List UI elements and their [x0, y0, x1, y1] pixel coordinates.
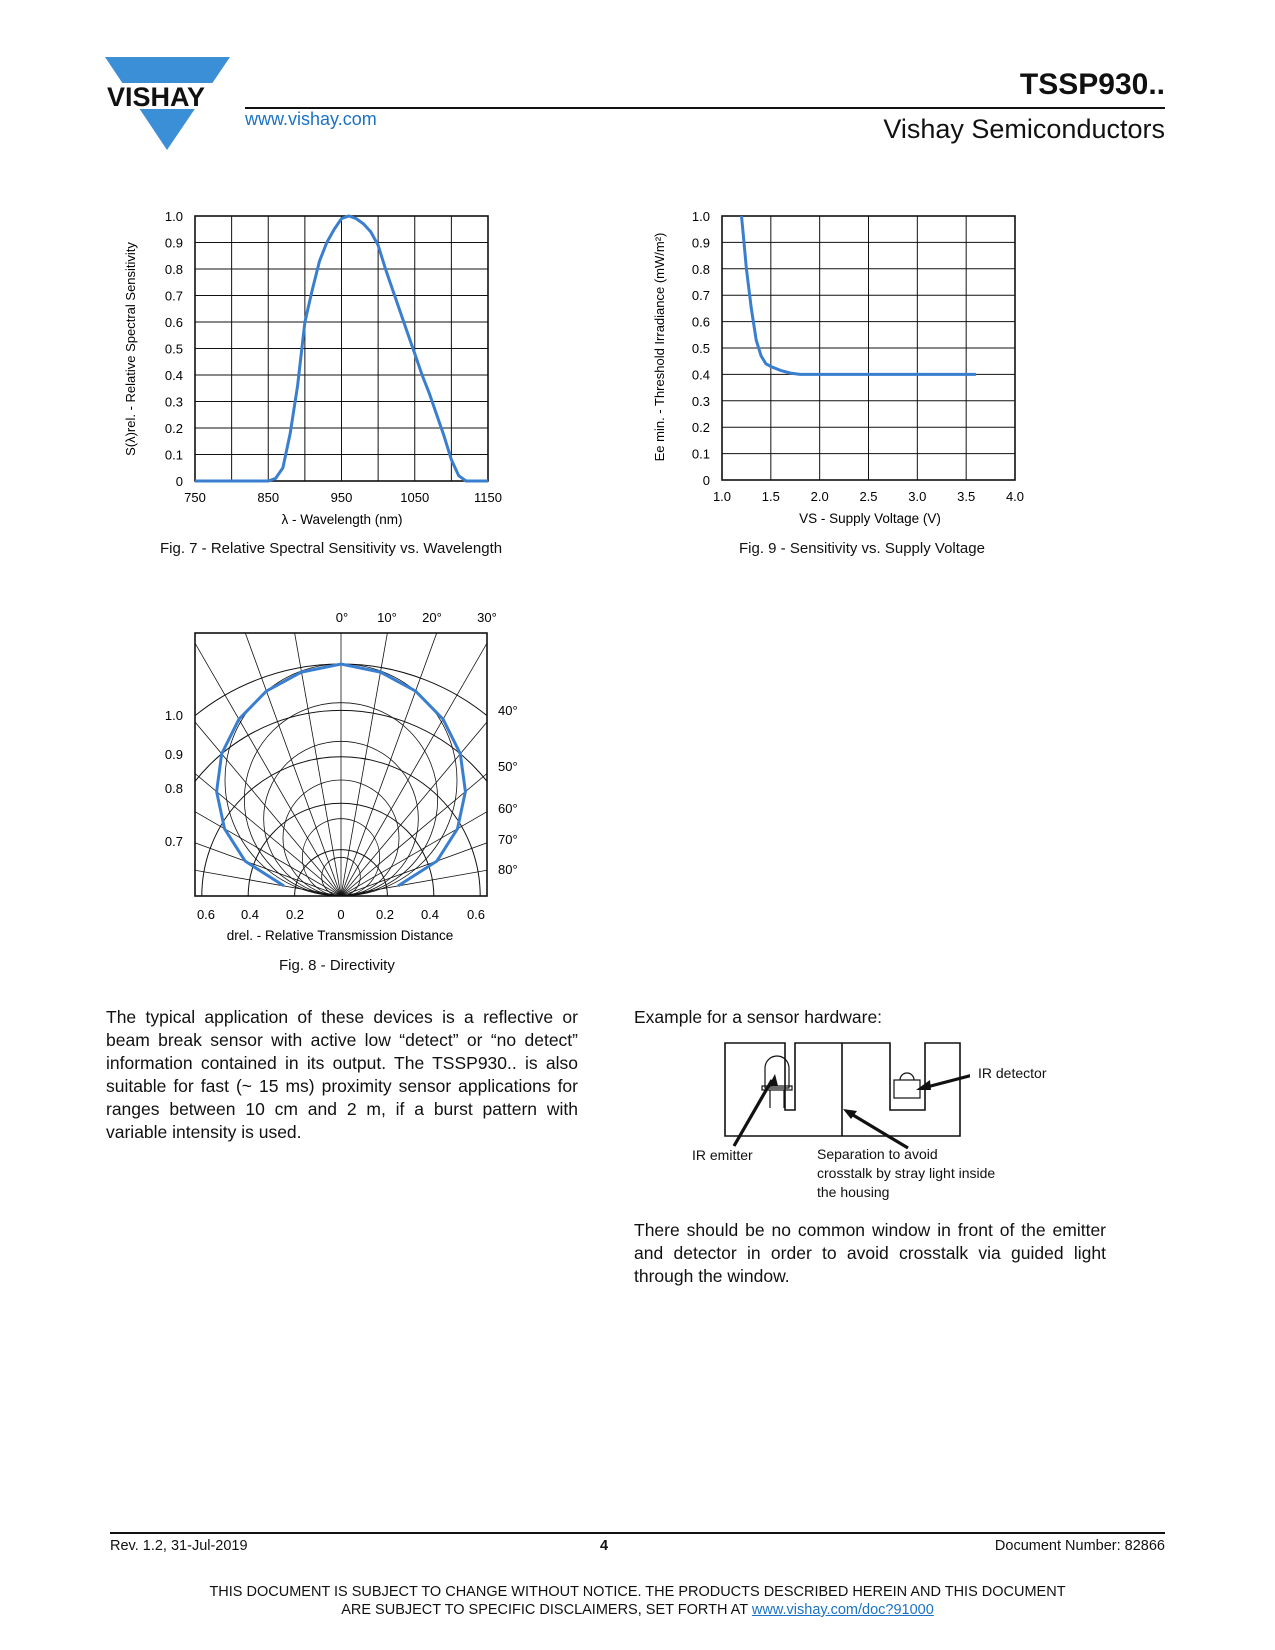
fig8-angle-label: 40°: [498, 703, 518, 718]
fig9-caption: Fig. 9 - Sensitivity vs. Supply Voltage: [739, 540, 985, 557]
disclaimer: THIS DOCUMENT IS SUBJECT TO CHANGE WITHOUT NOTICE. THE PRODUCTS DESCRIBED HEREIN AND THIS DOCUMENT ARE SUBJECT TO SPECIFIC DISCLAIMERS, SET FORTH AT www.vishay.com/doc?91000: [209, 1584, 1066, 1618]
fig7-xlabel: λ - Wavelength (nm): [281, 512, 403, 527]
fig8-angle-label: 0°: [335, 610, 349, 625]
fig9-xtick: 3.5: [957, 489, 976, 504]
disclaimer-link[interactable]: www.vishay.com/doc?91000: [751, 1602, 934, 1618]
footer-rule: [110, 1532, 1165, 1534]
fig7-caption: Fig. 7 - Relative Spectral Sensitivity vs. Wavelength: [160, 540, 503, 557]
fig7-ytick: 0.9: [164, 235, 183, 251]
fig7-xtick: 1050: [400, 490, 430, 505]
fig9-ytick: 0.8: [691, 261, 710, 277]
logo-text: VISHAY: [107, 82, 206, 112]
fig8-angle-label: 50°: [498, 759, 518, 774]
fig8-xtick: 0.2: [285, 907, 305, 922]
fig7-xtick: 750: [184, 490, 206, 505]
fig9-ytick: 0.5: [691, 341, 710, 356]
fig9-ytick: 0.6: [691, 314, 710, 330]
fig7-ytick: 0.7: [164, 288, 183, 304]
fig9-xtick: 3.0: [908, 489, 927, 504]
fig9-xtick: 4.0: [1005, 489, 1025, 504]
fig9-ytick: 0: [702, 473, 710, 488]
fig8-angle-label: 60°: [498, 801, 518, 816]
fig7-ytick: 0.5: [164, 341, 183, 357]
fig8-angle-label: 10°: [377, 610, 397, 625]
website-link[interactable]: www.vishay.com: [245, 109, 377, 129]
page-number: 4: [600, 1538, 609, 1554]
header-rule: [245, 107, 1165, 109]
fig9-ytick: 0.2: [691, 420, 710, 436]
fig9-xtick: 1.5: [761, 489, 780, 504]
fig8-xtick: 0.4: [240, 907, 260, 922]
fig7-xtick: 950: [330, 490, 353, 505]
fig9-ytick: 0.4: [691, 367, 710, 383]
vishay-logo: [105, 57, 235, 152]
fig8-xtick: 0: [337, 907, 345, 922]
fig8-angle-label: 80°: [498, 862, 518, 877]
fig9-ytick: 0.7: [691, 288, 710, 304]
fig9-xtick: 2.5: [859, 489, 878, 504]
fig7-xtick: 1150: [474, 490, 502, 505]
fig7-ytick: 0.2: [164, 421, 183, 436]
hardware-title: Example for a sensor hardware:: [634, 1007, 883, 1027]
fig9-xlabel: VS - Supply Voltage (V): [799, 511, 941, 526]
fig7-chart: [110, 205, 540, 545]
fig7-ytick: 0.1: [164, 447, 183, 463]
window-paragraph: There should be no common window in front of the emitter and detector in order to avoid crosstalk via guided light through the window.: [634, 1220, 1106, 1286]
ir-detector-body: [894, 1080, 920, 1098]
fig7-ytick: 0.8: [164, 262, 183, 277]
fig9-ylabel: Ee min. - Threshold Irradiance (mW/m²): [652, 232, 667, 462]
separation-label: Separation to avoid crosstalk by stray light inside the housing: [817, 1146, 996, 1200]
ir-emitter-label: IR emitter: [692, 1147, 753, 1163]
fig9-xtick: 2.0: [810, 489, 829, 504]
ir-detector-label: IR detector: [978, 1065, 1047, 1081]
fig7-xtick: 850: [257, 490, 280, 505]
revision: Rev. 1.2, 31-Jul-2019: [110, 1538, 248, 1554]
fig8-xlabel: drel. - Relative Transmission Distance: [226, 928, 454, 943]
fig7-ytick: 0.4: [164, 368, 183, 383]
fig8-distance-label: 0.8: [164, 781, 183, 796]
fig7-ytick: 0.6: [164, 315, 183, 330]
sensor-hardware-diagram: [720, 1040, 970, 1152]
fig9-xtick: 1.0: [712, 489, 732, 504]
application-paragraph: The typical application of these devices is a reflective or beam break sensor with active low “detect” or “no detect” information contained in its output. The TSSP930.. is also suitable for fast (~ 15 ms) proximity sensor applications for ranges between 10 cm and 2 m, if a burst pattern with variable intensity is used.: [106, 1007, 578, 1142]
fig7-ytick: 1.0: [164, 209, 183, 224]
document-number: Document Number: 82866: [994, 1538, 1165, 1554]
fig9-chart: [640, 205, 1070, 545]
fig7-ytick: 0: [175, 474, 183, 489]
part-number: TSSP930..: [1019, 68, 1165, 101]
fig7-ytick: 0.3: [164, 394, 183, 410]
fig8-xtick: 0.2: [375, 907, 395, 922]
fig8-xtick: 0.6: [466, 907, 486, 922]
fig8-xtick: 0.6: [196, 907, 216, 922]
division-title: Vishay Semiconductors: [883, 114, 1165, 144]
fig8-distance-label: 1.0: [164, 708, 183, 723]
fig8-distance-label: 0.7: [164, 834, 183, 849]
fig9-ytick: 0.1: [691, 446, 710, 462]
fig8-chart: [150, 605, 550, 950]
fig8-xtick: 0.4: [420, 907, 440, 922]
fig9-ytick: 0.9: [691, 235, 710, 251]
fig7-ylabel: S(λ)rel. - Relative Spectral Sensitivity: [123, 242, 138, 456]
fig8-angle-label: 30°: [477, 610, 497, 625]
fig8-angle-label: 20°: [422, 610, 442, 625]
fig9-ytick: 0.3: [691, 393, 710, 409]
fig8-caption: Fig. 8 - Directivity: [279, 957, 395, 974]
fig8-angle-label: 70°: [498, 832, 518, 847]
fig8-distance-label: 0.9: [164, 747, 183, 762]
fig9-ytick: 1.0: [691, 209, 710, 224]
